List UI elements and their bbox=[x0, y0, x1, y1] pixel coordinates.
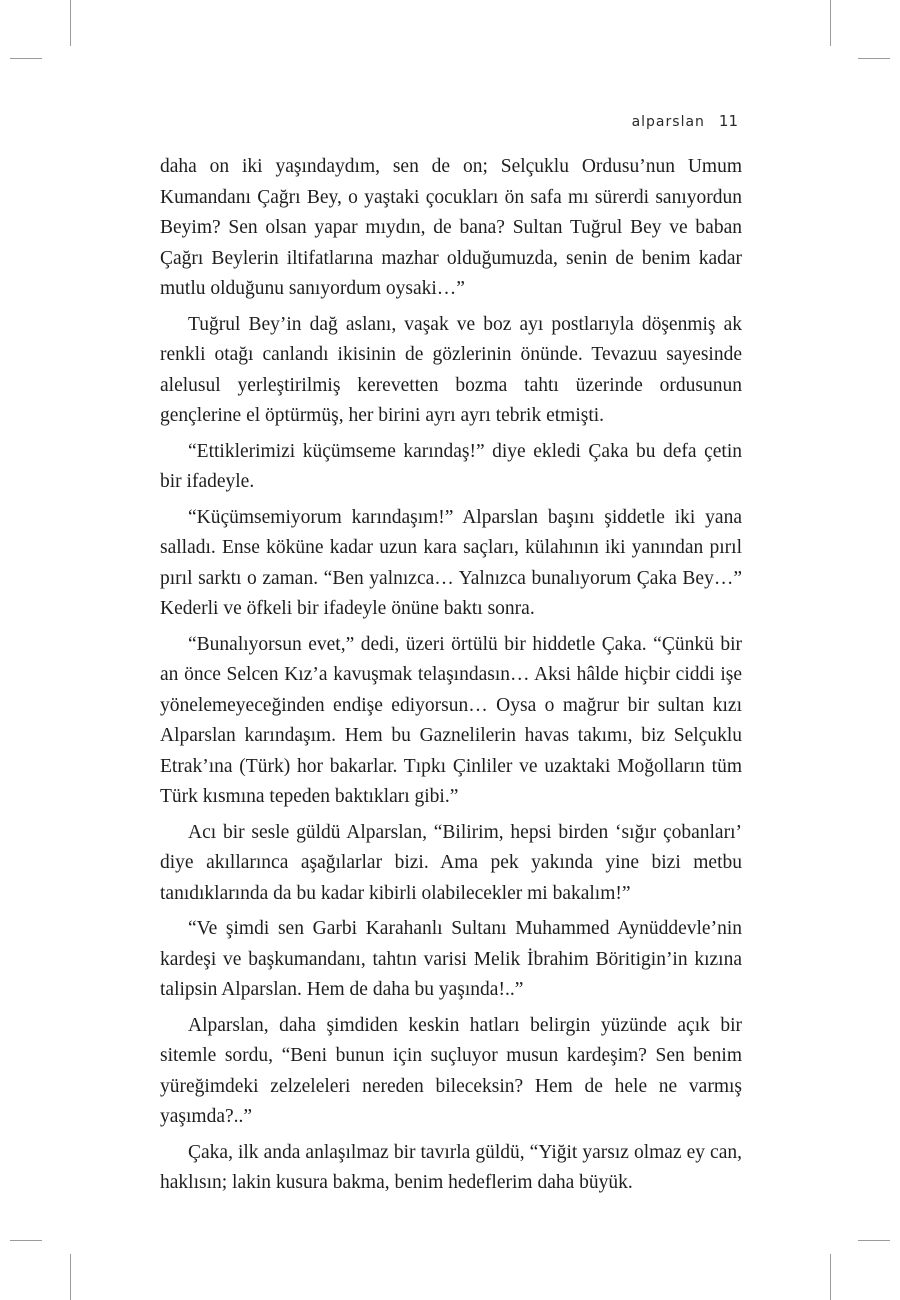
running-header bbox=[632, 112, 738, 130]
paragraph: Çaka, ilk anda anlaşılmaz bir tavırla güldü, “Yiğit yarsız olmaz ey can, haklısın; lakin kusura bakma, benim hedeflerim daha büyük. bbox=[160, 1141, 742, 1193]
paragraph: daha on iki yaşındaydım, sen de on; Selçuklu Ordusu’nun Umum Kumandanı Çağrı Bey, o yaştaki çocukları ön safa mı sürerdi sanıyordun Beyim? Sen olsan yapar mıydın, de bana? Sultan Tuğrul Bey ve baban Çağrı Beylerin iltifatlarına mazhar olduğumuzda, senin de benim kadar mutlu olduğunu sanıyordum oysaki…” bbox=[160, 156, 742, 299]
crop-mark-top-right bbox=[830, 0, 831, 46]
crop-mark-bottom-left bbox=[70, 1254, 71, 1300]
crop-mark-bottom-right bbox=[830, 1254, 831, 1300]
paragraph: “Ettiklerimizi küçümseme karındaş!” diye ekledi Çaka bu defa çetin bir ifadeyle. bbox=[160, 440, 742, 492]
crop-mark-left-lower bbox=[10, 1240, 42, 1241]
crop-mark-top-left bbox=[70, 0, 71, 46]
page-number: 11 bbox=[718, 112, 738, 130]
paragraph: “Küçümsemiyorum karındaşım!” Alparslan başını şiddetle iki yana salladı. Ense köküne kadar uzun kara saçları, külahının iki yanından pırıl pırıl sarktı o zaman. “Ben yalnızca… Yalnızca bunalıyorum Çaka Bey…” Kederli ve öfkeli bir ifadeyle önüne baktı sonra. bbox=[160, 506, 742, 619]
body-text bbox=[160, 152, 742, 1204]
paragraph: “Ve şimdi sen Garbi Karahanlı Sultanı Muhammed Aynüddevle’nin kardeşi ve başkumandanı, tahtın varisi Melik İbrahim Böritigin’in kızına talipsin Alparslan. Hem de daha bu yaşında!..” bbox=[160, 918, 742, 1000]
paragraph: Tuğrul Bey’in dağ aslanı, vaşak ve boz ayı postlarıyla döşenmiş ak renkli otağı canlandı ikisinin de gözlerinin önünde. Tevazuu sayesinde alelusul yerleştirilmiş kerevetten bozma tahtı üzerinde ordusunun gençlerine el öptürmüş, her birini ayrı ayrı tebrik etmişti. bbox=[160, 313, 742, 426]
running-title: alparslan bbox=[631, 114, 705, 130]
crop-mark-left-upper bbox=[10, 58, 42, 59]
paragraph: Alparslan, daha şimdiden keskin hatları belirgin yüzünde açık bir sitemle sordu, “Beni bunun için suçluyor musun kardeşim? Sen benim yüreğimdeki zelzeleleri nereden bileceksin? Hem de hele ne varmış yaşımda?..” bbox=[160, 1014, 742, 1127]
paragraph: “Bunalıyorsun evet,” dedi, üzeri örtülü bir hiddetle Çaka. “Çünkü bir an önce Selcen Kız’a kavuşmak telaşındasın… Aksi hâlde hiçbir ciddi işe yönelemeyeceğinden endişe ediyorsun… Oysa o mağrur bir sultan kızı Alparslan karındaşım. Hem bu Gaznelilerin havas takımı, biz Selçuklu Etrak’ına (Türk) hor bakarlar. Tıpkı Çinliler ve uzaktaki Moğolların tüm Türk kısmına tepeden baktıkları gibi.” bbox=[160, 633, 742, 807]
paragraph: Acı bir sesle güldü Alparslan, “Bilirim, hepsi birden ‘sığır çobanları’ diye akıllarınca aşağılarlar bizi. Ama pek yakında yine bizi metbu tanıdıklarında da bu kadar kibirli olabilecekler mi bakalım!” bbox=[160, 821, 742, 904]
crop-mark-right-upper bbox=[858, 58, 890, 59]
crop-mark-right-lower bbox=[858, 1240, 890, 1241]
